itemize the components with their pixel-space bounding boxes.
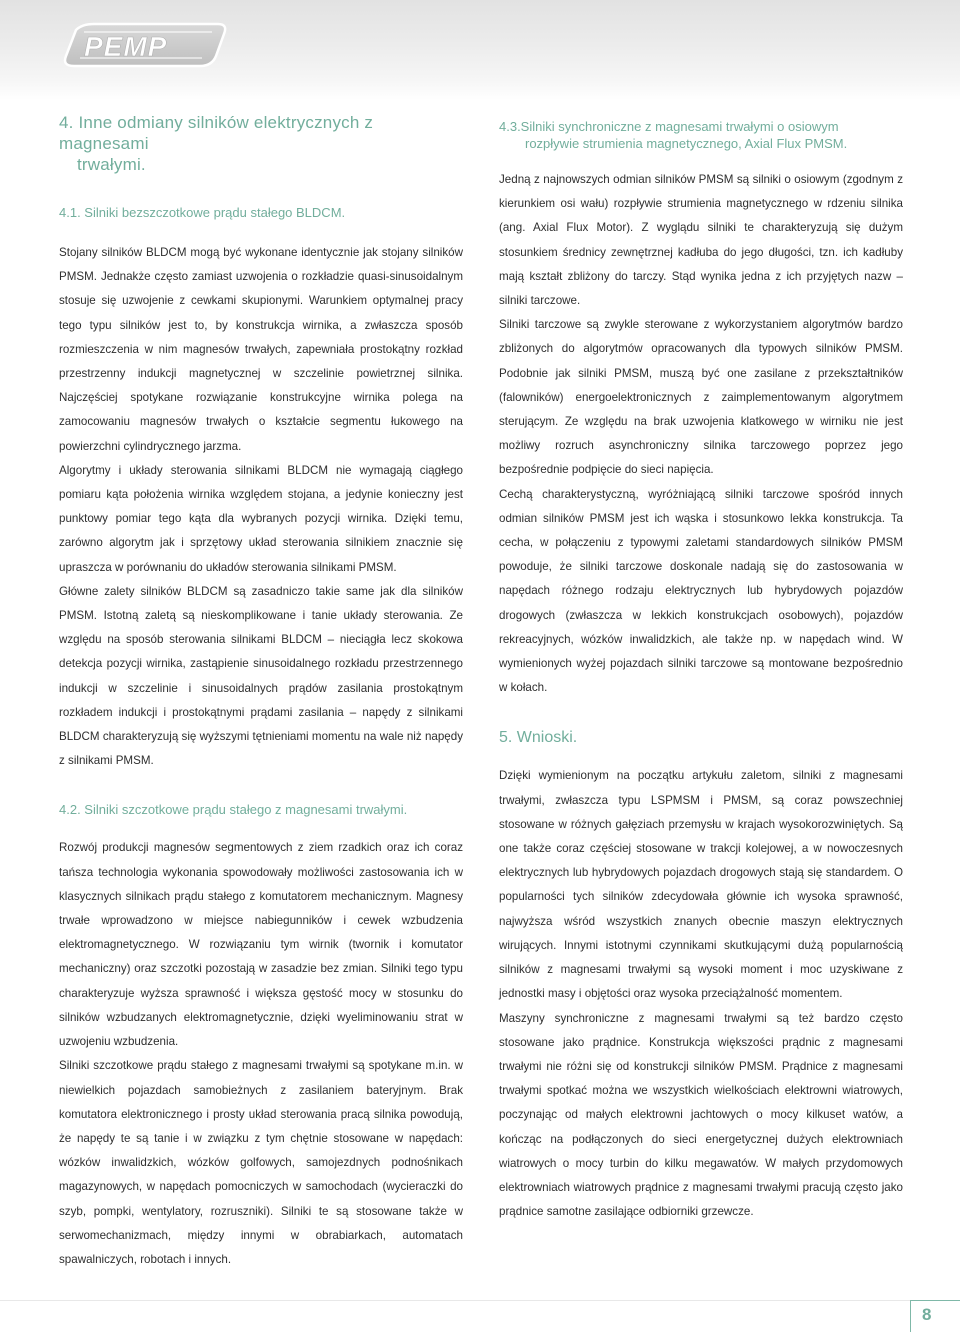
paragraph: Jedną z najnowszych odmian silników PMSM są silniki o osiowym (zgodnym z kierunkiem osi wału) rozpływie strumienia magnetycznego w rdzeniu silnika (ang. Axial Flux Motor). Z wyglądu silniki te charakteryzują się dużym stosunkiem średnicy zewnętrznej kadłuba do jego długości, tzn. ich kadłuby mają kształt zbliżony do tarczy. Stąd wynika jedna z ich przyjętych nazw – silniki tarczowe. <box>499 173 903 308</box>
footer-rule <box>0 1300 910 1301</box>
section-5-heading: 5. Wnioski. <box>499 729 578 747</box>
paragraph: Główne zalety silników BLDCM są zasadniczo takie same jak dla silników PMSM. Istotną zaletą są nieskomplikowane i tanie układy sterowania. Ze względu na sposób sterowania silnikami BLDCM – nieciągła lecz skokowa detekcja pozycji wirnika, zastąpienie sinusoidalnego rozkładu przestrzennego indukcji w szczelinie i sinusoidalnych prądów zasilania prostokątnym rozkładem indukcji i prostokątnymi prądami zasilania – napędy z silnikami BLDCM charakteryzują się wyższymi tętnieniami momentu na wale niż napędy z silnikami PMSM. <box>59 584 463 768</box>
page-number-frame <box>910 1300 960 1332</box>
right-column <box>499 112 903 1224</box>
paragraph: Algorytmy i układy sterowania silnikami BLDCM nie wymagają ciągłego pomiaru kąta położenia wirnika względem stojana, a jedynie konieczny jest punktowy pomiar tego kąta dla wybranych pozycji wirnika. Dzięki temu, zarówno algorytm jak i sprzętowy układ sterowania silnikiem znacznie się upraszcza w porównaniu do układów sterowania silnikami PMSM. <box>59 463 463 574</box>
section-4-3-heading: 4.3.Silniki synchroniczne z magnesami trwałymi o osiowym rozpływie strumienia magnetycznego, Axial Flux PMSM. <box>499 119 848 151</box>
section-4-2-heading: 4.2. Silniki szczotkowe prądu stałego z magnesami trwałymi. <box>59 802 408 818</box>
page-number: 8 <box>922 1305 932 1324</box>
paragraph: Stojany silników BLDCM mogą być wykonane identycznie jak stojany silników PMSM. Jednakże często zamiast uzwojenia o rozkładzie quasi-sinusoidalnym stosuje się uzwojenie z cewkami skupionymi. Warunkiem optymalnej pracy tego typu silników jest to, by konstrukcja wirnika, a zwłaszcza sposób rozmieszczenia w nim magnesów trwałych, zapewniała prostokątny rozkład przestrzenny indukcji magnetycznej w szczelinie powietrznej silnika. Najczęściej spotykane rozwiązanie konstrukcyjne wirnika polega na zamocowaniu magnesów trwałych o kształcie segmentu łukowego na powierzchni cylindrycznego jarzma. <box>59 246 463 453</box>
paragraph: Rozwój produkcji magnesów segmentowych z ziem rzadkich oraz ich coraz tańsza technologia wykonania spowodowały możliwości zastosowania ich w klasycznych silnikach prądu stałego z komutatorem mechanicznym. Magnesy trwałe wprowadzono w miejsce nabiegunników i cewek wzbudzenia elektromagnetycznego. W rozwiązaniu tym wirnik (twornik i komutator mechaniczny) oraz szczotki pozostają w zasadzie bez zmian. Silniki tego typu charakteryzuje wyższa sprawność i większa gęstość mocy w stosunku do silników wzbudzanych elektromagnetycznie, dzięki wyeliminowaniu strat w uzwojeniu wzbudzenia. <box>59 841 463 1049</box>
section-4-heading: 4. Inne odmiany silników elektrycznych z magnesami trwałymi. <box>59 113 374 174</box>
paragraph: Silniki tarczowe są zwykle sterowane z wykorzystaniem algorytmów bardzo zbliżonych do algorytmów opracowanych dla typowych silników PMSM. Podobnie jak silniki PMSM, muszą być one zasilane z przekształtników (falowników) energoelektronicznych z zaimplementowanym algorytmem sterującym. Ze względu na brak uzwojenia klatkowego w wirniku nie jest możliwy rozruch asynchroniczny silnika tarczowego poprzez jego bezpośrednie podpięcie do sieci napięcia. <box>499 318 903 477</box>
paragraph: Maszyny synchroniczne z magnesami trwałymi są też bardzo często stosowane jako prądnice. Konstrukcja większości prądnic z magnesami trwałymi nie różni się od konstrukcji silników PMSM. Prądnice z magnesami trwałymi spotkać można we wszystkich wielkościach elektrowni wiatrowych, poczynając od małych elektrowni jachtowych o mocy kilkuset watów, a kończąc na podłączonych do sieci energetycznej dużych elektrowniach wiatrowych o mocy turbin do kilku megawatów. W małych przydomowych elektrowniach wiatrowych prądnice z magnesami trwałymi pracują często jako prądnice samotne zasilające odbiorniki grzewcze. <box>499 1011 903 1219</box>
section-4-1-heading: 4.1. Silniki bezszczotkowe prądu stałego BLDCM. <box>59 205 346 220</box>
paragraph: Dzięki wymienionym na początku artykułu zaletom, silniki z magnesami trwałymi, zwłaszcza typu LSPMSM i PMSM, są coraz powszechniej stosowane w różnych gałęziach przemysłu w krajach wysokorozwiniętych. Są one także coraz częściej stosowane w trakcji kolejowej, a w nowoczesnych elektrycznych lub hybrydowych pojazdach drogowych stają się standardem. O popularności tych silników zdecydowała głównie ich wysoka sprawność, najwyższa wśród wszystkich znanych obecnie maszyn elektrycznych wirujących. Innymi istotnymi czynnikami skutkującymi dużą popularnością silników z magnesami trwałymi są wysoki moment i moc uzyskiwane z jednostki masy i objętości oraz wysoka przeciążalność momentem. <box>499 769 903 1001</box>
svg-text:PEMP: PEMP <box>84 31 168 62</box>
pemp-logo <box>62 22 228 68</box>
left-column <box>59 112 463 1272</box>
paragraph: Silniki szczotkowe prądu stałego z magnesami trwałymi są spotykane m.in. w niewielkich pojazdach samobieżnych z zasilaniem bateryjnym. Brak komutatora elektronicznego i prosty układ sterowania pracą silnika powodują, że napędy te są tanie i w związku z tym chętnie stosowane w napędach: wózków inwalidzkich, wózków golfowych, samojezdnych podnośnikach magazynowych, w napędach pomocniczych w samochodach (wycieraczki do szyb, pompki, wentylatory, rozruszniki). Silniki te są stosowane także w serwomechanizmach, między innymi w obrabiarkach, automatach spawalniczych, robotach i innych. <box>59 1059 463 1266</box>
paragraph: Cechą charakterystyczną, wyróżniającą silniki tarczowe spośród innych odmian silników PMSM jest ich wąska i stosunkowo lekka konstrukcja. Ta cecha, w połączeniu z typowymi zaletami standardowych silników PMSM powoduje, że silniki tarczowe doskonale nadają się do zastosowania w napędach różnego rodzaju elektrycznych lub hybrydowych pojazdów drogowych (zwłaszcza w lekkich konstrukcjach osobowych), pojazdów rekreacyjnych, wózków inwalidzkich, ale także np. w napędach wind. W wymienionych wyżej pojazdach silniki tarczowe są montowane bezpośrednio w kołach. <box>499 487 903 695</box>
